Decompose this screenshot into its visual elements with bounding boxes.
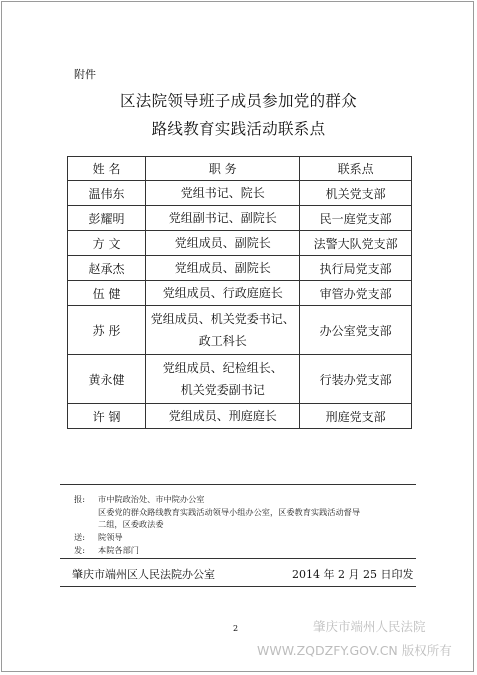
cell-contact: 民一庭党支部	[300, 206, 412, 231]
report-line: 区委党的群众路线教育实践活动领导小组办公室，区委教育实践活动督导	[98, 507, 361, 517]
cell-contact: 办公室党支部	[300, 306, 412, 355]
header-name: 姓 名	[68, 157, 146, 181]
cell-position	[146, 256, 300, 281]
table-row	[68, 404, 412, 429]
cell-name: 许 钢	[68, 404, 146, 429]
position-line: 党组成员、刑庭庭长	[168, 409, 277, 423]
cell-name: 温伟东	[68, 181, 146, 206]
report-label: 报:	[74, 494, 85, 504]
cell-position	[146, 306, 300, 355]
attachment-label: 附件	[74, 68, 96, 81]
table-row	[68, 206, 412, 231]
issue-value: 本院各部门	[98, 545, 139, 555]
cell-contact: 审管办党支部	[300, 281, 412, 306]
report-line: 市中院政治处、市中院办公室	[98, 494, 205, 504]
divider	[60, 484, 416, 485]
header-position: 职 务	[146, 157, 300, 181]
position-line: 党组书记、院长	[180, 186, 265, 200]
cell-contact: 机关党支部	[300, 181, 412, 206]
cell-name: 黄永健	[68, 355, 146, 404]
watermark-court-name: 肇庆市端州人民法院	[313, 619, 426, 634]
issue-label: 发:	[74, 545, 85, 555]
send-value: 院领导	[98, 532, 123, 542]
cell-position	[146, 206, 300, 231]
table-row	[68, 181, 412, 206]
table-row	[68, 256, 412, 281]
cell-name: 伍 健	[68, 281, 146, 306]
cell-contact: 行装办党支部	[300, 355, 412, 404]
cell-name: 彭耀明	[68, 206, 146, 231]
cell-contact: 法警大队党支部	[300, 231, 412, 256]
cell-name: 方 文	[68, 231, 146, 256]
table-row	[68, 306, 412, 355]
position-line: 党组成员、机关党委书记、	[150, 312, 295, 326]
position-line: 党组副书记、副院长	[168, 211, 277, 225]
cell-position	[146, 355, 300, 404]
contact-table	[67, 156, 412, 429]
position-line: 机关党委副书记	[180, 383, 265, 397]
position-line: 政工科长	[198, 334, 247, 348]
watermark-copyright: WWW.ZQDZFY.GOV.CN 版权所有	[257, 643, 452, 658]
header-contact: 联系点	[300, 157, 412, 181]
report-line: 二组，区委政法委	[98, 519, 164, 529]
cell-position	[146, 231, 300, 256]
divider	[60, 586, 416, 587]
cell-name: 赵承杰	[68, 256, 146, 281]
cell-position	[146, 281, 300, 306]
position-line: 党组成员、纪检组长、	[162, 361, 283, 375]
position-line: 党组成员、副院长	[174, 236, 271, 250]
cell-position	[146, 181, 300, 206]
send-label: 送:	[74, 532, 85, 542]
table-row	[68, 355, 412, 404]
cell-contact: 刑庭党支部	[300, 404, 412, 429]
table-header-row	[68, 157, 412, 181]
table-row	[68, 281, 412, 306]
position-line: 党组成员、副院长	[174, 261, 271, 275]
cell-name: 苏 彤	[68, 306, 146, 355]
issue-date: 2014 年 2 月 25 日印发	[292, 568, 414, 581]
page-number: 2	[233, 624, 239, 633]
cell-position	[146, 404, 300, 429]
position-line: 党组成员、行政庭庭长	[162, 286, 283, 300]
issuer-office: 肇庆市端州区人民法院办公室	[72, 568, 215, 581]
divider	[60, 558, 416, 559]
cell-contact: 执行局党支部	[300, 256, 412, 281]
document-title-line-2: 路线教育实践活动联系点	[151, 120, 326, 138]
document-title-line-1: 区法院领导班子成员参加党的群众	[119, 92, 357, 110]
table-row	[68, 231, 412, 256]
